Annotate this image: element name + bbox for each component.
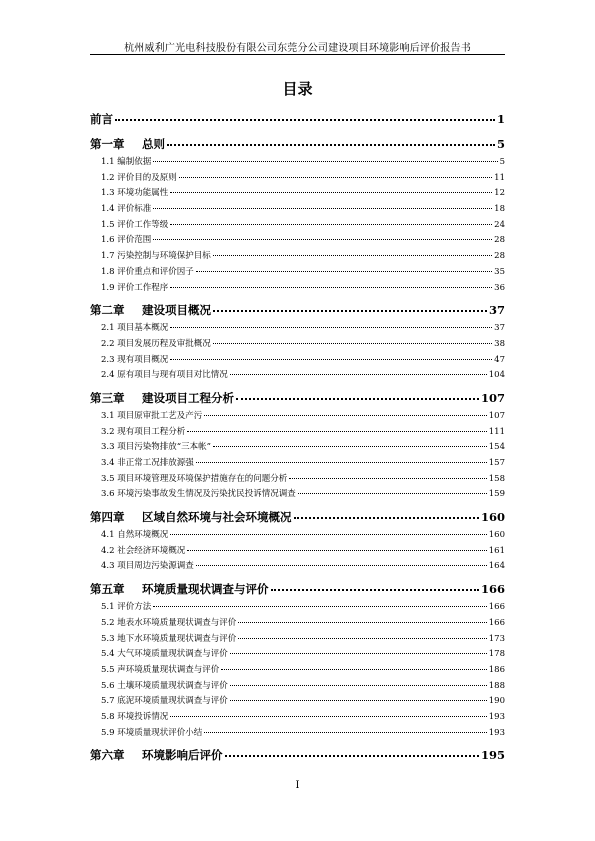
toc-page-number: 28 [494,251,505,262]
toc-leader-dots [213,343,492,344]
toc-page-number: 154 [488,442,505,453]
toc-chapter-entry[interactable] [90,108,505,130]
toc-section-entry[interactable] [90,710,505,726]
toc-section-entry[interactable] [90,202,505,218]
toc-entry-label: 2.2 项目发展历程及审批概况 [101,338,211,349]
toc-leader-dots [187,550,487,551]
toc-page-number: 38 [494,338,505,349]
toc-leader-dots [238,622,487,623]
toc-entry-label [90,299,211,321]
toc-leader-dots [225,755,479,757]
toc-leader-dots [230,685,487,686]
toc-chapter-title: 总则 [142,137,165,151]
toc-entry-label: 3.1 项目原审批工艺及产污 [101,410,203,421]
toc-leader-dots [271,589,479,591]
toc-entry-label: 2.1 项目基本概况 [101,323,169,334]
toc-page-number: 11 [494,172,505,183]
toc-leader-dots [153,208,492,209]
toc-section-entry[interactable] [90,281,505,297]
toc-entry-label: 4.2 社会经济环境概况 [101,545,186,556]
toc-leader-dots [170,534,487,535]
toc-entry-label: 3.2 现有项目工程分析 [101,426,186,437]
toc-entry-label: 5.6 土壤环境质量现状调查与评价 [101,680,228,691]
toc-entry-label: 3.3 项目污染物排放“三本帐” [101,442,211,453]
toc-section-entry[interactable] [90,218,505,234]
toc-leader-dots [230,700,487,701]
toc-leader-dots [196,565,487,566]
toc-page-number: 1 [496,112,505,126]
toc-page-number: 195 [480,748,505,763]
toc-entry-label [90,133,165,155]
toc-entry-label [90,506,292,528]
toc-leader-dots [170,716,487,717]
toc-page-number: 166 [488,617,505,628]
toc-leader-dots [213,255,492,256]
toc-leader-dots [187,431,487,432]
toc-page-number: 173 [488,633,505,644]
toc-section-entry[interactable] [90,528,505,544]
toc-section-entry[interactable] [90,368,505,384]
toc-entry-label: 1.3 环境功能属性 [101,188,169,199]
toc-leader-dots [153,161,497,162]
toc-page-number: 178 [488,649,505,660]
toc-leader-dots [167,144,495,146]
toc-chapter-title: 区域自然环境与社会环境概况 [142,510,292,525]
toc-entry-label: 5.5 声环境质量现状调查与评价 [101,664,220,675]
toc-chapter-number: 第四章 [90,510,125,525]
toc-chapter-title: 建设项目工程分析 [142,390,234,405]
toc-section-entry[interactable] [90,337,505,353]
toc-entry-label: 2.4 原有项目与现有项目对比情况 [101,370,228,381]
toc-entry-label: 3.6 环境污染事故发生情况及污染扰民投诉情况调查 [101,489,296,500]
toc-entry-label: 5.8 环境投诉情况 [101,711,169,722]
toc-entry-label [90,578,269,600]
toc-section-entry[interactable] [90,559,505,575]
toc-section-entry[interactable] [90,472,505,488]
toc-page-number: 190 [488,696,505,707]
toc-entry-label: 5.9 环境质量现状评价小结 [101,727,203,738]
toc-entry-label: 1.8 评价重点和评价因子 [101,266,194,277]
toc-chapter-entry[interactable] [90,744,505,766]
toc-section-entry[interactable] [90,694,505,710]
toc-page-number: 12 [494,188,505,199]
toc-entry-label [90,387,234,409]
toc-section-entry[interactable] [90,353,505,369]
toc-chapter-number: 第二章 [90,303,125,318]
toc-leader-dots [213,446,487,447]
toc-leader-dots [294,517,479,519]
toc-leader-dots [170,224,492,225]
toc-entry-label: 5.4 大气环境质量现状调查与评价 [101,649,228,660]
toc-page-number: 104 [488,370,505,381]
toc-entry-label: 1.1 编制依据 [101,157,152,167]
toc-entry-label: 1.9 评价工作程序 [101,282,169,293]
toc-leader-dots [170,192,492,193]
toc-section-entry[interactable] [90,726,505,742]
toc-leader-dots [196,271,492,272]
toc-entry-label: 3.4 非正常工况排放源强 [101,458,194,468]
toc-section-entry[interactable] [90,647,505,663]
toc-page-number: 157 [488,458,505,468]
toc-section-entry[interactable] [90,409,505,425]
toc-entry-label: 1.4 评价标准 [101,204,152,215]
toc-page-number: 193 [488,727,505,738]
toc-section-entry[interactable] [90,425,505,441]
toc-page-number: 37 [494,323,505,334]
toc-section-entry[interactable] [90,544,505,560]
toc-chapter-entry[interactable] [90,578,505,600]
toc-section-entry[interactable] [90,663,505,679]
toc-section-entry[interactable] [90,632,505,648]
toc-leader-dots [230,374,487,375]
toc-page-number: 35 [494,266,505,277]
toc-page-number: 186 [488,664,505,675]
toc-entry-label: 5.2 地表水环境质量现状调查与评价 [101,617,237,628]
toc-page-number: 111 [488,426,505,437]
toc-leader-dots [170,287,492,288]
toc-entry-label: 2.3 现有项目概况 [101,354,169,365]
toc-leader-dots [204,732,487,733]
toc-page-number: 188 [488,680,505,691]
toc-chapter-title: 建设项目概况 [142,303,211,318]
toc-entry-label: 3.5 项目环境管理及环境保护措施存在的问题分析 [101,473,288,484]
toc-leader-dots [298,493,487,494]
toc-section-entry[interactable] [90,171,505,187]
toc-section-entry[interactable] [90,616,505,632]
toc-chapter-entry[interactable] [90,387,505,409]
toc-leader-dots [153,239,492,240]
toc-page-number: 36 [494,282,505,293]
toc-section-entry[interactable] [90,186,505,202]
toc-page-number: 107 [480,390,505,405]
toc-section-entry[interactable] [90,487,505,503]
toc-page-number: 158 [488,473,505,484]
toc-leader-dots [221,669,487,670]
toc-leader-dots [236,398,479,400]
toc-page-number: 159 [488,489,505,500]
toc-entry-label: 4.1 自然环境概况 [101,530,169,541]
toc-leader-dots [179,177,492,178]
toc-chapter-number: 第五章 [90,582,125,597]
toc-page-number: 193 [488,711,505,722]
toc-page-number: 166 [480,582,505,597]
toc-section-entry[interactable] [90,321,505,337]
table-of-contents [90,108,505,766]
toc-page-number: 164 [488,561,505,572]
toc-entry-label: 1.7 污染控制与环境保护目标 [101,251,211,262]
toc-section-entry[interactable] [90,155,505,171]
toc-page-number: 47 [494,354,505,365]
toc-page-number: 166 [488,602,505,613]
toc-page-number: 161 [488,545,505,556]
toc-page-number: 24 [494,219,505,230]
toc-entry-label: 前言 [90,112,113,126]
toc-entry-label: 5.7 底泥环境质量现状调查与评价 [101,696,228,707]
toc-chapter-number: 第一章 [90,137,125,151]
toc-title: 目录 [282,80,313,98]
toc-entry-label: 1.5 评价工作等级 [101,219,169,230]
toc-leader-dots [204,415,487,416]
toc-page-number: 5 [496,137,505,151]
toc-leader-dots [289,478,487,479]
toc-leader-dots [230,653,487,654]
toc-section-entry[interactable] [90,440,505,456]
toc-page-number: 18 [494,204,505,215]
toc-chapter-entry[interactable] [90,506,505,528]
toc-section-entry[interactable] [90,233,505,249]
toc-chapter-entry[interactable] [90,133,505,155]
toc-leader-dots [170,359,492,360]
toc-chapter-title: 环境质量现状调查与评价 [142,582,269,597]
toc-leader-dots [170,327,492,328]
toc-section-entry[interactable] [90,249,505,265]
toc-leader-dots [153,606,487,607]
toc-section-entry[interactable] [90,265,505,281]
toc-page-number: 37 [488,303,505,318]
page-number: I [295,780,300,791]
toc-page-number: 28 [494,235,505,246]
toc-chapter-number: 第三章 [90,390,125,405]
toc-entry-label [90,744,223,766]
toc-page-number: 5 [499,157,505,167]
running-header: 杭州威利广光电科技股份有限公司东莞分公司建设项目环境影响后评价报告书 [124,43,471,54]
toc-leader-dots [115,119,495,121]
toc-chapter-title: 环境影响后评价 [142,748,223,763]
toc-entry-label: 5.1 评价方法 [101,602,152,613]
toc-entry-label: 5.3 地下水环境质量现状调查与评价 [101,633,237,644]
toc-leader-dots [238,638,487,639]
header-rule [90,54,505,55]
toc-section-entry[interactable] [90,456,505,472]
toc-section-entry[interactable] [90,679,505,695]
toc-leader-dots [213,310,487,312]
toc-section-entry[interactable] [90,600,505,616]
toc-chapter-number: 第六章 [90,748,125,763]
toc-entry-label: 1.2 评价目的及原则 [101,172,177,183]
toc-page-number: 160 [480,510,505,525]
toc-page-number: 107 [488,410,505,421]
toc-entry-label: 4.3 项目周边污染源调查 [101,561,194,572]
toc-chapter-entry[interactable] [90,299,505,321]
toc-page-number: 160 [488,530,505,541]
toc-leader-dots [196,462,487,463]
toc-entry-label: 1.6 评价范围 [101,235,152,246]
